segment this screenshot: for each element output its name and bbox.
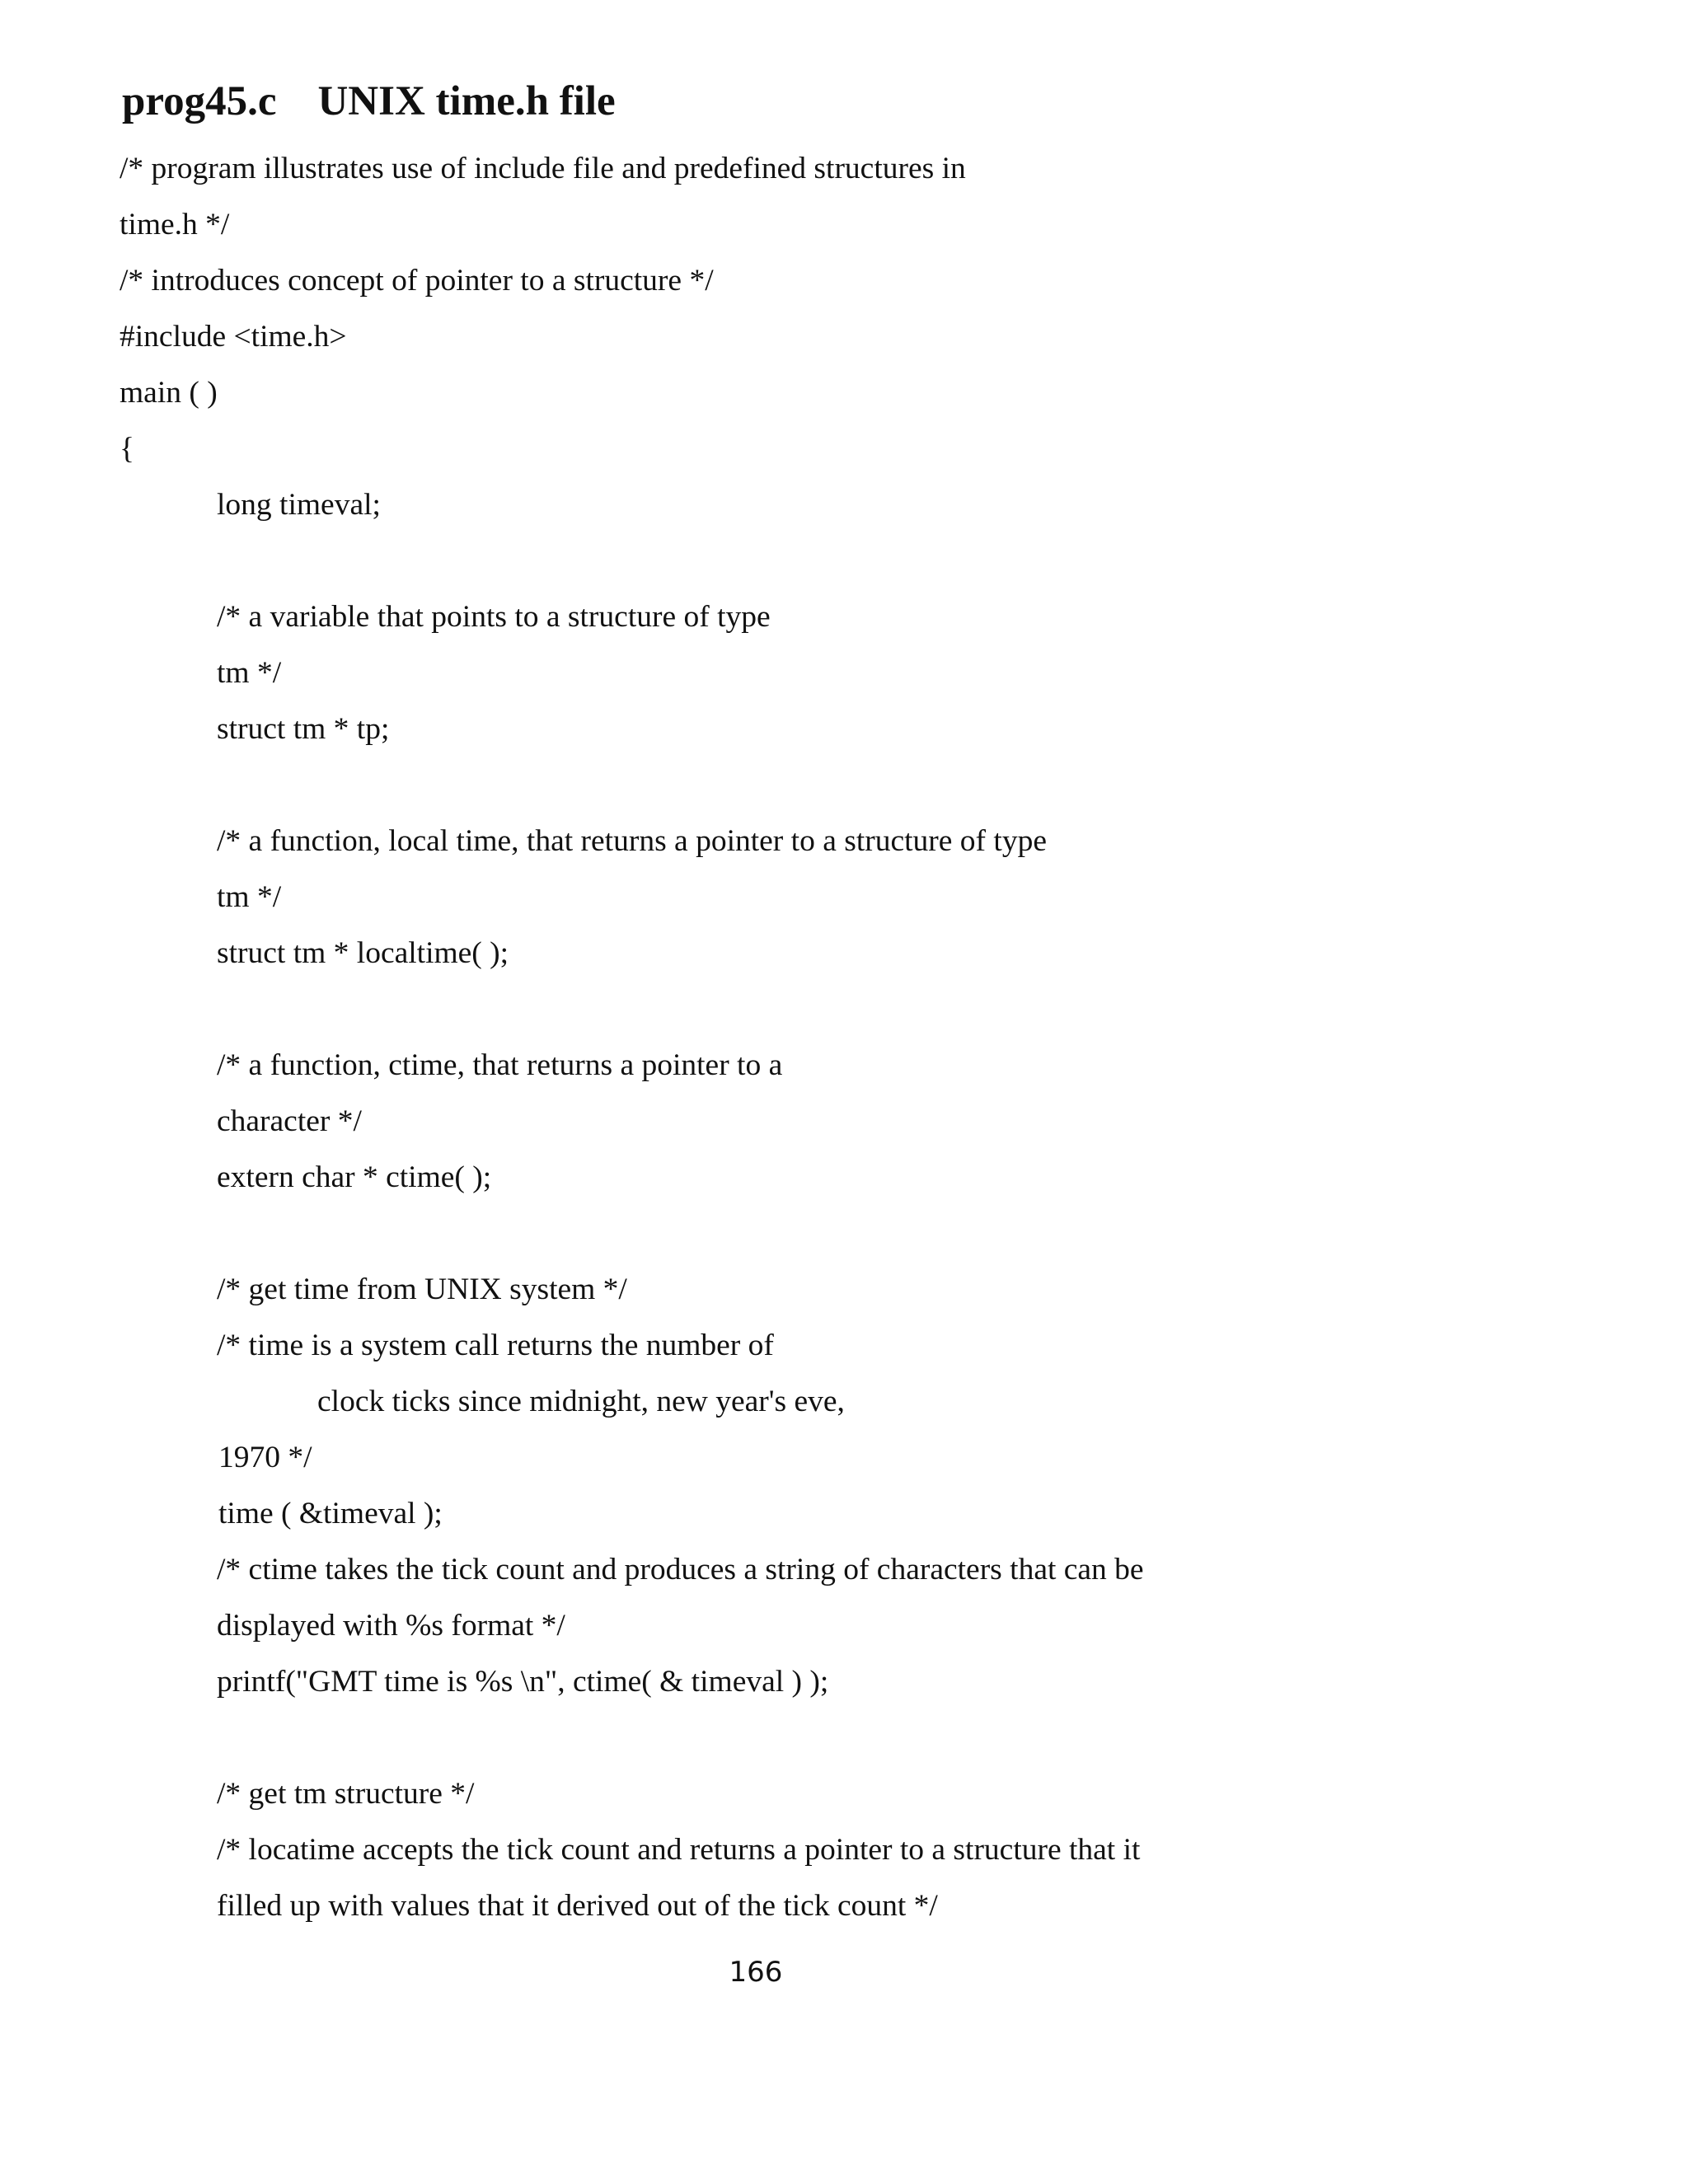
code-line: /* get tm structure */	[217, 1777, 475, 1811]
code-line: main ( )	[120, 376, 218, 410]
page-title	[122, 73, 616, 130]
code-line: struct tm * localtime( );	[217, 936, 509, 970]
code-line: extern char * ctime( );	[217, 1160, 492, 1194]
code-line: /* a function, ctime, that returns a pointer to a	[217, 1048, 783, 1082]
code-line: /* program illustrates use of include file and predefined structures in	[120, 152, 966, 185]
code-line: struct tm * tp;	[217, 712, 390, 746]
code-line: displayed with %s format */	[217, 1609, 565, 1643]
code-line: #include <time.h>	[120, 320, 347, 354]
page-number: 166	[729, 1956, 783, 1989]
code-line: /* time is a system call returns the number of	[217, 1329, 774, 1362]
title-topic: UNIX time.h file	[317, 78, 616, 124]
code-line: {	[120, 432, 134, 466]
code-line: tm */	[217, 880, 282, 914]
code-line: character */	[217, 1104, 362, 1138]
code-line: clock ticks since midnight, new year's eve,	[317, 1385, 845, 1418]
code-line: 1970 */	[218, 1441, 312, 1474]
code-line: /* get time from UNIX system */	[217, 1272, 627, 1306]
code-line: /* ctime takes the tick count and produces a string of characters that can be	[217, 1553, 1144, 1586]
code-line: /* locatime accepts the tick count and returns a pointer to a structure that it	[217, 1833, 1141, 1867]
code-line: /* introduces concept of pointer to a structure */	[120, 264, 714, 298]
title-filename: prog45.c	[122, 78, 277, 124]
code-line: tm */	[217, 656, 282, 690]
code-line: filled up with values that it derived out of the tick count */	[217, 1889, 938, 1923]
code-line: /* a variable that points to a structure of type	[217, 600, 771, 634]
code-line: long timeval;	[217, 488, 381, 522]
code-line: time.h */	[120, 208, 230, 241]
code-line: printf("GMT time is %s \n", ctime( & timeval ) );	[217, 1665, 829, 1699]
code-line: time ( &timeval );	[218, 1497, 443, 1530]
code-line: /* a function, local time, that returns a pointer to a structure of type	[217, 824, 1047, 858]
